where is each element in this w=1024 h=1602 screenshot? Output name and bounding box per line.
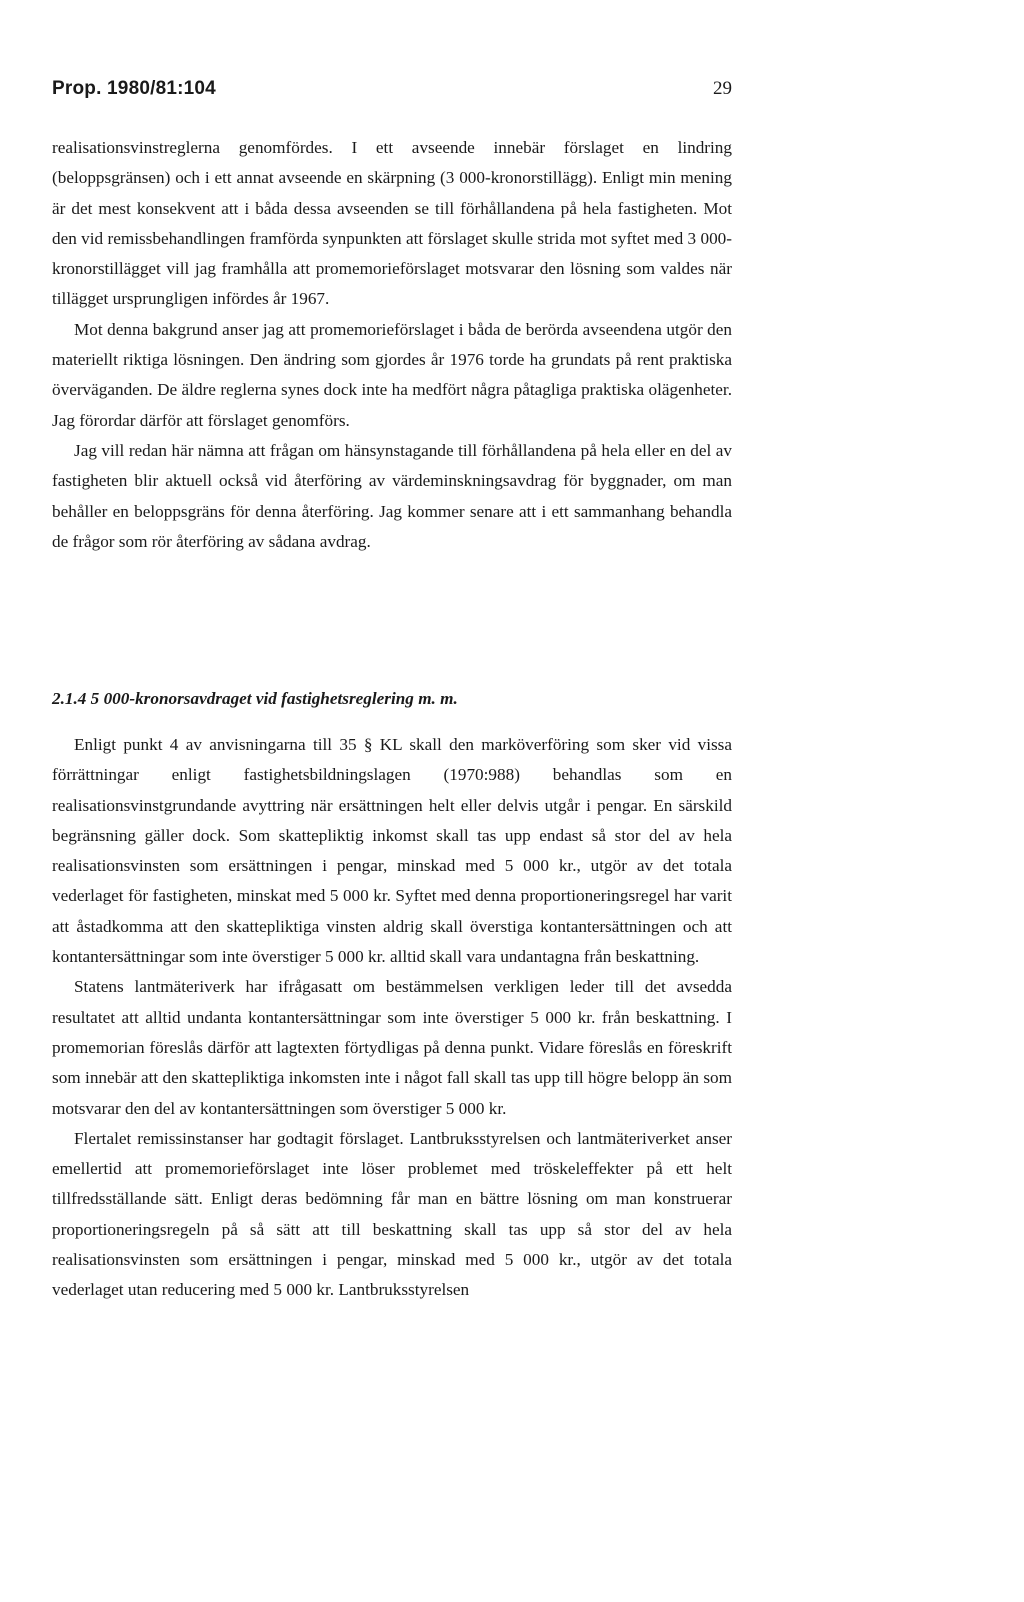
section-heading: 2.1.4 5 000-kronorsavdraget vid fastighetsreglering m. m. <box>52 689 458 708</box>
intro-text <box>52 133 732 557</box>
page-number: 29 <box>713 78 732 99</box>
paragraph: Enligt punkt 4 av anvisningarna till 35 § KL skall den marköverföring som sker vid vissa förrättningar enligt fastighetsbildningslagen (1970:988) behandlas som en realisationsvinstgrundande avyttring när ersättningen helt eller delvis utgår i pengar. En särskild begränsning gäller dock. Som skattepliktig inkomst skall tas upp endast så stor del av hela realisationsvinsten som ersättningen i pengar, minskad med 5 000 kr., utgör av det totala vederlaget för fastigheten, minskat med 5 000 kr. Syftet med denna proportioneringsregel har varit att åstadkomma att den skattepliktiga vinsten aldrig skall överstiga kontantersättningen och att kontantersättningar som inte överstiger 5 000 kr. alltid skall vara undantagna från beskattning. <box>52 735 732 967</box>
paragraph: Jag vill redan här nämna att frågan om hänsynstagande till förhållandena på hela eller en del av fastigheten blir aktuell också vid återföring av värdeminskningsavdrag för byggnader, om man behåller en beloppsgräns för denna återföring. Jag kommer senare att i ett sammanhang behandla de frågor som rör återföring av sådana avdrag. <box>52 440 732 551</box>
paragraph: Statens lantmäteriverk har ifrågasatt om bestämmelsen verkligen leder till det avsedda resultatet att alltid undanta kontantersättningar som inte överstiger 5 000 kr. från beskattning. I promemorian föreslås därför att lagtexten förtydligas på denna punkt. Vidare föreslås en föreskrift som innebär att den skattepliktiga inkomsten inte i något fall skall tas upp till högre belopp än som motsvarar den del av kontantersättningen som överstiger 5 000 kr. <box>52 977 732 1118</box>
page-header <box>52 78 732 104</box>
section-header <box>52 685 732 713</box>
section-body <box>52 730 732 1306</box>
paragraph: Mot denna bakgrund anser jag att promemorieförslaget i båda de berörda avseendena utgör den materiellt riktiga lösningen. Den ändring som gjordes år 1976 torde ha grundats på rent praktiska överväganden. De äldre reglerna synes dock inte ha medfört några påtagliga praktiska olägenheter. Jag förordar därför att förslaget genomförs. <box>52 319 732 430</box>
document-reference: Prop. 1980/81:104 <box>52 78 216 99</box>
paragraph: realisationsvinstreglerna genomfördes. I ett avseende innebär förslaget en lindring (beloppsgränsen) och i ett annat avseende en skärpning (3 000-kronorstillägg). Enligt min mening är det mest konsekvent att i båda dessa avseenden se till förhållandena på hela fastigheten. Mot den vid remissbehandlingen framförda synpunkten att förslaget skulle strida mot syftet med 3 000-kronorstillägget vill jag framhålla att promemorieförslaget motsvarar den lösning som valdes när tillägget ursprungligen infördes år 1967. <box>52 138 732 309</box>
paragraph: Flertalet remissinstanser har godtagit förslaget. Lantbruksstyrelsen och lantmäteriverket anser emellertid att promemorieförslaget inte löser problemet med tröskeleffekter på ett helt tillfredsställande sätt. Enligt deras bedömning får man en bättre lösning om man konstruerar proportioneringsregeln på så sätt att till beskattning skall tas upp så stor del av hela realisationsvinsten som ersättningen i pengar, minskad med 5 000 kr., utgör av det totala vederlaget utan reducering med 5 000 kr. Lantbruksstyrelsen <box>52 1128 732 1300</box>
